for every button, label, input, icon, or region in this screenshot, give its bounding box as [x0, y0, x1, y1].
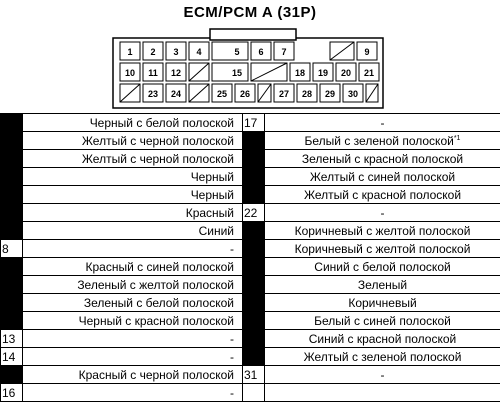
left-pin-number	[1, 366, 23, 384]
left-pin-number	[1, 258, 23, 276]
left-pin-number	[1, 312, 23, 330]
left-pin-number: 8	[1, 240, 23, 258]
right-wire-color	[265, 186, 500, 204]
left-pin-number: 14	[1, 348, 23, 366]
right-wire-color-label: -	[380, 367, 385, 382]
pin-23: 23	[147, 89, 159, 99]
right-pin-number	[243, 150, 265, 168]
left-wire-color: Желтый с черной полоской	[23, 150, 243, 168]
right-wire-color	[265, 384, 500, 402]
connector-row-2	[120, 63, 379, 81]
right-wire-color-label: Желтый с зеленой полоской	[303, 349, 462, 364]
table-row	[1, 384, 500, 402]
table-row	[1, 204, 500, 222]
right-wire-color-label: Коричневый с желтой полоской	[294, 241, 471, 256]
left-pin-number	[1, 168, 23, 186]
table-row	[1, 150, 500, 168]
right-wire-color-label: Коричневый с желтой полоской	[294, 223, 471, 238]
right-pin-number	[243, 276, 265, 294]
right-pin-number	[243, 186, 265, 204]
table-row	[1, 168, 500, 186]
right-wire-color	[265, 114, 500, 132]
table-row	[1, 114, 500, 132]
right-wire-color	[265, 150, 500, 168]
right-wire-color	[265, 258, 500, 276]
right-wire-color	[265, 276, 500, 294]
left-pin-number	[1, 204, 23, 222]
pin-18: 18	[294, 68, 306, 78]
left-pin-number	[1, 186, 23, 204]
left-pin-number	[1, 150, 23, 168]
right-pin-number	[243, 132, 265, 150]
right-wire-color	[265, 222, 500, 240]
table-row	[1, 186, 500, 204]
right-wire-color-label: Зеленый с красной полоской	[301, 151, 464, 166]
left-pin-number	[1, 132, 23, 150]
left-wire-color: Черный с белой полоской	[23, 114, 243, 132]
left-pin-number	[1, 114, 23, 132]
left-wire-color: Синий	[23, 222, 243, 240]
right-wire-color-label: Желтый с синей полоской	[309, 169, 456, 184]
right-wire-color	[265, 330, 500, 348]
left-pin-number	[1, 294, 23, 312]
connector-row-3	[120, 84, 378, 102]
pin-1: 1	[127, 47, 133, 57]
pin-26: 26	[239, 89, 251, 99]
right-pin-number	[243, 312, 265, 330]
left-wire-color: Черный	[23, 168, 243, 186]
right-wire-color-label: Коричневый	[348, 295, 417, 310]
pin-10: 10	[124, 68, 136, 78]
pin-20: 20	[340, 68, 352, 78]
right-pin-number: 22	[243, 204, 265, 222]
right-wire-color	[265, 348, 500, 366]
right-wire-color	[265, 366, 500, 384]
pin-29: 29	[324, 89, 336, 99]
left-pin-number	[1, 276, 23, 294]
right-pin-number	[243, 240, 265, 258]
table-row	[1, 222, 500, 240]
pin-28: 28	[301, 89, 313, 99]
connector-row-1	[120, 42, 377, 60]
pin-3: 3	[173, 47, 179, 57]
pin-12: 12	[170, 68, 182, 78]
right-wire-color-label: Зеленый	[357, 277, 408, 292]
left-wire-color: -	[23, 384, 243, 402]
pin-27: 27	[278, 89, 290, 99]
left-wire-color: Зеленый с белой полоской	[23, 294, 243, 312]
right-pin-number	[243, 222, 265, 240]
right-wire-color	[265, 204, 500, 222]
table-row	[1, 348, 500, 366]
footnote-mark: *1	[453, 134, 461, 142]
right-wire-color-label: Белый с зеленой полоской	[304, 133, 454, 148]
left-pin-number: 16	[1, 384, 23, 402]
right-pin-number	[243, 294, 265, 312]
right-wire-color-label: Белый с синей полоской	[314, 313, 451, 328]
right-wire-color-label: Желтый с красной полоской	[303, 187, 462, 202]
right-pin-number: 17	[243, 114, 265, 132]
left-wire-color: -	[23, 330, 243, 348]
right-wire-color	[265, 240, 500, 258]
right-wire-color-label: -	[380, 115, 385, 130]
right-pin-number	[243, 384, 265, 402]
left-wire-color: Желтый с черной полоской	[23, 132, 243, 150]
left-pin-number	[1, 222, 23, 240]
left-wire-color: -	[23, 348, 243, 366]
left-wire-color: -	[23, 240, 243, 258]
pin-21: 21	[363, 68, 375, 78]
pin-25: 25	[216, 89, 228, 99]
pin-4: 4	[196, 47, 202, 57]
pin-24: 24	[170, 89, 182, 99]
pin-15: 15	[231, 68, 243, 78]
pin-9: 9	[364, 47, 370, 57]
connector-title: ECM/PCM A (31P)	[183, 4, 317, 21]
right-pin-number	[243, 258, 265, 276]
pin-6: 6	[258, 47, 264, 57]
right-wire-color-label: -	[380, 205, 385, 220]
right-wire-color	[265, 312, 500, 330]
table-row	[1, 258, 500, 276]
left-wire-color: Черный	[23, 186, 243, 204]
table-row	[1, 330, 500, 348]
table-row	[1, 132, 500, 150]
right-wire-color-label: Синий с белой полоской	[314, 259, 451, 274]
right-pin-number	[243, 348, 265, 366]
right-wire-color-label: Синий с красной полоской	[308, 331, 457, 346]
connector-diagram	[0, 0, 500, 112]
table-row	[1, 294, 500, 312]
pin-30: 30	[347, 89, 359, 99]
left-wire-color: Зеленый с желтой полоской	[23, 276, 243, 294]
right-pin-number: 31	[243, 366, 265, 384]
pin-table	[0, 113, 500, 402]
left-pin-number: 13	[1, 330, 23, 348]
left-wire-color: Красный	[23, 204, 243, 222]
table-row	[1, 366, 500, 384]
pin-2: 2	[150, 47, 156, 57]
right-wire-color	[265, 168, 500, 186]
right-pin-number	[243, 330, 265, 348]
left-wire-color: Красный с синей полоской	[23, 258, 243, 276]
right-pin-number	[243, 168, 265, 186]
left-wire-color: Черный с красной полоской	[23, 312, 243, 330]
pin-5: 5	[234, 47, 240, 57]
table-row	[1, 240, 500, 258]
pin-7: 7	[281, 47, 287, 57]
right-wire-color	[265, 294, 500, 312]
table-row	[1, 312, 500, 330]
pin-11: 11	[148, 68, 158, 78]
pin-19: 19	[317, 68, 329, 78]
right-wire-color	[265, 132, 500, 150]
table-row	[1, 276, 500, 294]
left-wire-color: Красный с черной полоской	[23, 366, 243, 384]
